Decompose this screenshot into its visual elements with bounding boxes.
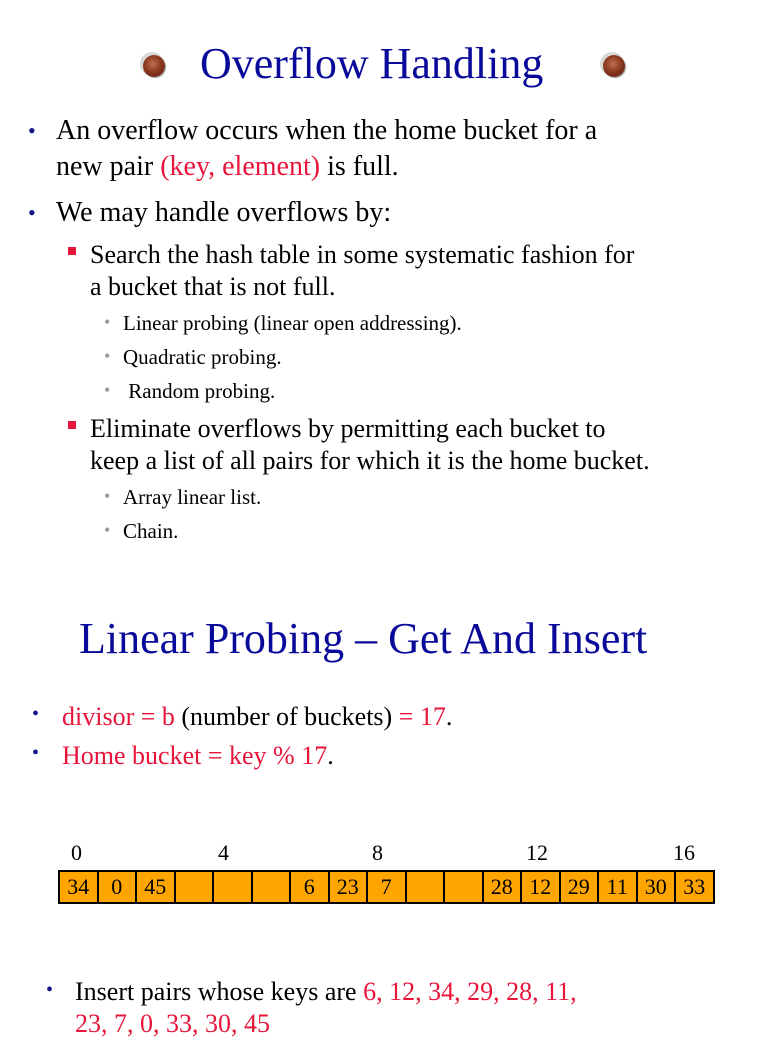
bucket-index-label: 4 [218, 840, 229, 865]
text: . [445, 702, 453, 731]
bucket-index-label: 8 [372, 840, 383, 865]
slide1-bullet-1-line1: An overflow occurs when the home bucket for a [56, 115, 598, 146]
home-bucket-highlight: Home bucket = key % 17 [62, 741, 328, 770]
bucket-cell: 23 [329, 871, 368, 903]
slide1-bullet-1 [56, 113, 756, 185]
slide2-bullet-home [62, 740, 334, 772]
bucket-cell [175, 871, 214, 903]
bucket-cell: 33 [675, 871, 714, 903]
list-item: Chain. [123, 519, 179, 543]
text: . [327, 741, 334, 770]
slide2-title: Linear Probing – Get And Insert [79, 614, 648, 663]
bullet-dot-icon: • [32, 703, 40, 725]
bullet-dot-icon: • [46, 979, 54, 1001]
bucket-cell: 30 [637, 871, 676, 903]
bucket-cell: 28 [483, 871, 522, 903]
small-dot-icon: • [104, 486, 111, 506]
sub-bullet-1-line2: a bucket that is not full. [90, 272, 336, 301]
slide2-bullet-insert [75, 976, 755, 1040]
bullet-ball-icon-right [603, 55, 625, 77]
small-dot-icon: • [104, 520, 111, 540]
divisor-highlight: divisor = b [62, 702, 175, 731]
bucket-cell: 7 [367, 871, 406, 903]
bucket-row [59, 871, 714, 903]
sub-bullet-2-line1: Eliminate overflows by permitting each bucket to [90, 414, 606, 443]
list-item: Random probing. [123, 379, 276, 403]
list-item: Quadratic probing. [123, 345, 282, 369]
bucket-cell [213, 871, 252, 903]
bucket-index-label: 0 [71, 840, 82, 865]
sub-bullet-2-line2: keep a list of all pairs for which it is the home bucket. [90, 446, 650, 475]
bucket-cell: 34 [59, 871, 98, 903]
insert-line1 [75, 976, 755, 1008]
list-item: Array linear list. [123, 485, 262, 509]
insert-line2: 23, 7, 0, 33, 30, 45 [75, 1009, 270, 1038]
key-element-highlight: (key, element) [160, 151, 321, 182]
bucket-cell: 11 [598, 871, 637, 903]
text: Insert pairs whose keys are [75, 977, 364, 1006]
bucket-cell: 12 [521, 871, 560, 903]
bucket-cell [406, 871, 445, 903]
slide1-title: Overflow Handling [200, 39, 544, 88]
sub-bullet-1-line1: Search the hash table in some systematic fashion for [90, 240, 635, 269]
bucket-cell: 45 [136, 871, 175, 903]
bucket-cell [444, 871, 483, 903]
bullet-dot-icon: • [28, 118, 36, 143]
slide1-sub-bullet-1 [90, 239, 760, 303]
bullet-dot-icon: • [32, 742, 40, 764]
text: is full. [320, 151, 399, 182]
slide1-bullet-1-line2 [56, 149, 756, 185]
bucket-cell [252, 871, 291, 903]
bucket-index-label: 12 [526, 840, 548, 865]
hash-table-buckets [58, 870, 715, 904]
keys-highlight: 6, 12, 34, 29, 28, 11, [363, 977, 577, 1006]
bucket-cell: 0 [98, 871, 137, 903]
value-highlight: = 17 [398, 702, 446, 731]
slide1-sub-bullet-2 [90, 413, 760, 477]
slide1-bullet-2: We may handle overflows by: [56, 197, 392, 228]
list-item: Linear probing (linear open addressing). [123, 311, 462, 335]
slide2-bullet-divisor [62, 701, 452, 733]
small-dot-icon: • [104, 380, 111, 400]
square-bullet-icon [68, 421, 76, 429]
bullet-ball-icon-left [143, 55, 165, 77]
text: new pair [56, 151, 161, 182]
small-dot-icon: • [104, 312, 111, 332]
bucket-cell: 6 [290, 871, 329, 903]
bucket-cell: 29 [560, 871, 599, 903]
square-bullet-icon [68, 247, 76, 255]
text: (number of buckets) [174, 702, 399, 731]
bucket-index-label: 16 [673, 840, 695, 865]
small-dot-icon: • [104, 346, 111, 366]
bullet-dot-icon: • [28, 200, 36, 225]
